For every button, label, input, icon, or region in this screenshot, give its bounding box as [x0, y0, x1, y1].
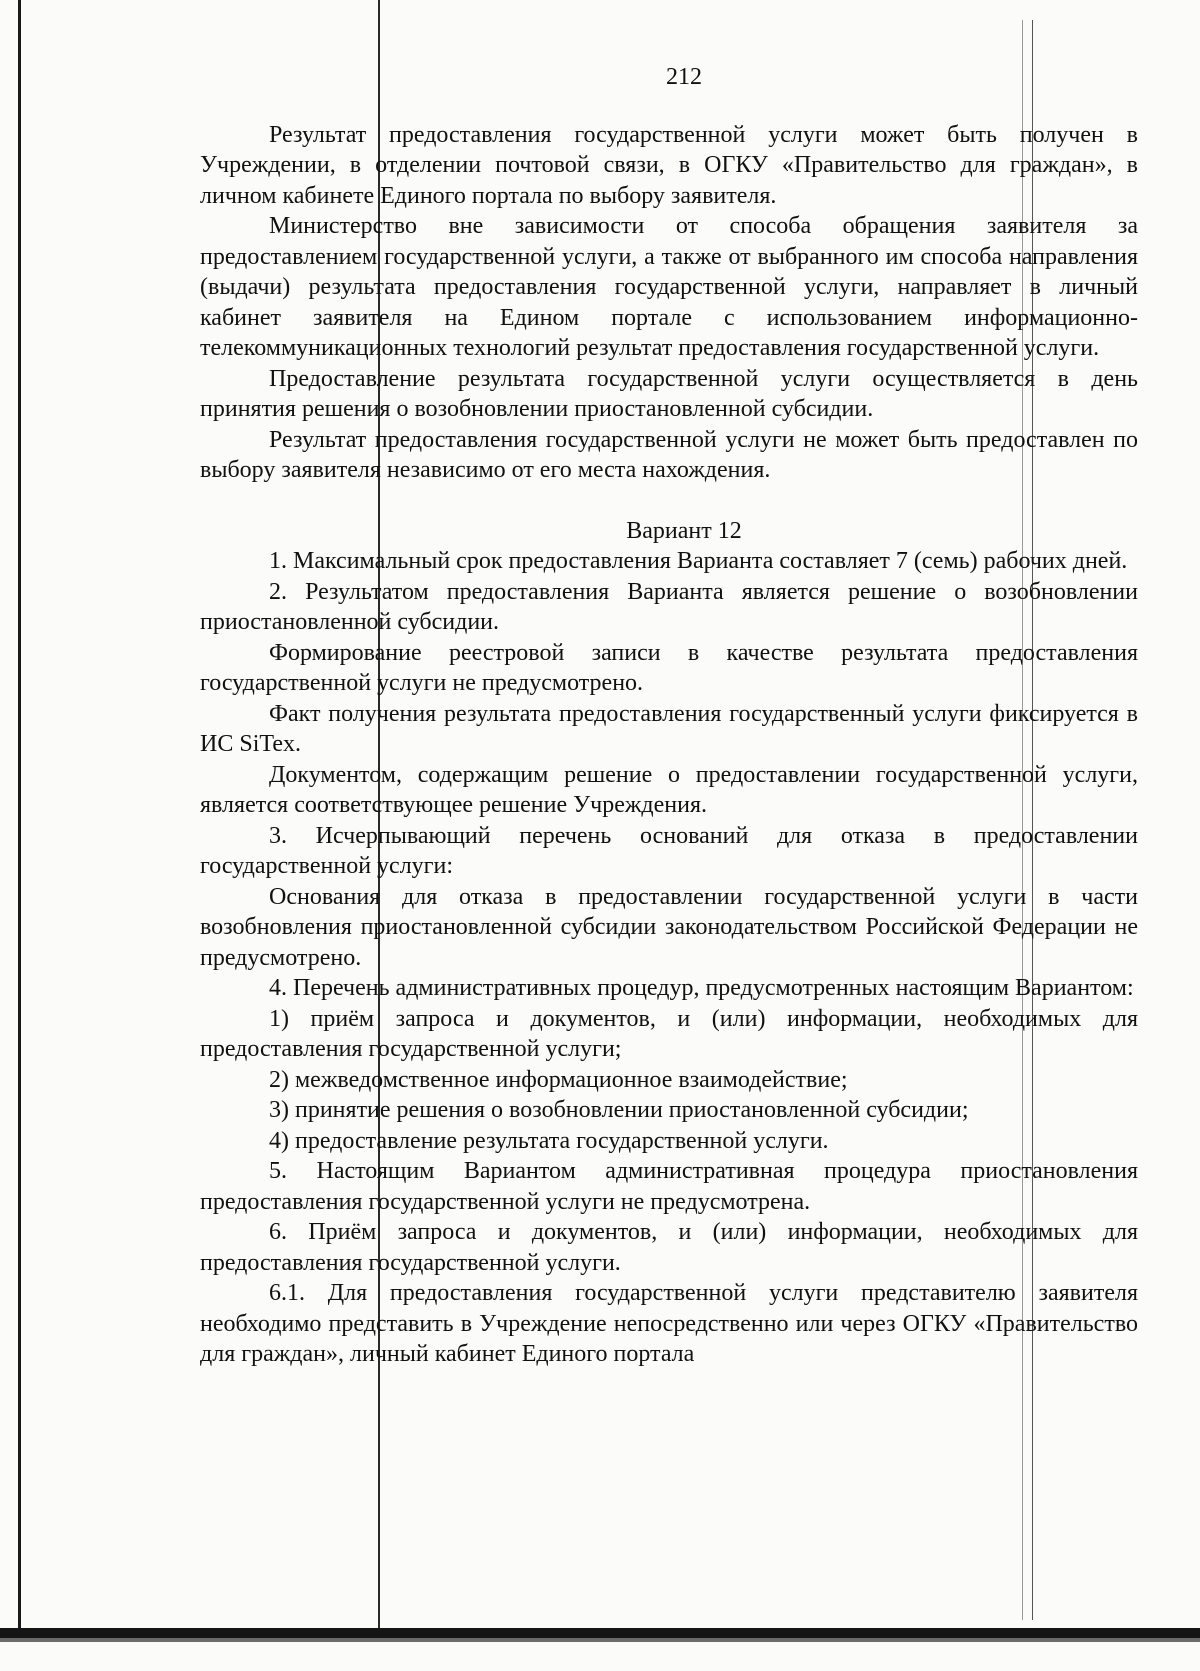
list-item: 4) предоставление результата государственной услуги. [269, 1127, 829, 1154]
paragraph: 5. Настоящим Вариантом административная процедура приостановления предоставления государственной услуги не предусмотрена. [200, 1158, 1138, 1215]
paragraph: Министерство вне зависимости от способа обращения заявителя за предоставлением государственной услуги, а также от выбранного им способа направления (выдачи) результата предоставления государственной услуги, направляет в личный кабинет заявителя на Едином портале с использованием информационно-телекоммуникационных технологий результат предоставления государственной услуги. [200, 213, 1138, 361]
paragraph: 3. Исчерпывающий перечень оснований для отказа в предоставлении государственной услуги: [200, 822, 1138, 879]
scan-bottom-edge-shadow [0, 1638, 1200, 1642]
list-item: 1) приём запроса и документов, и (или) информации, необходимых для предоставления государственной услуги; [200, 1005, 1138, 1062]
scan-bottom-edge [0, 1628, 1200, 1638]
paragraph: Результат предоставления государственной услуги не может быть предоставлен по выбору заявителя независимо от его места нахождения. [200, 426, 1138, 483]
paragraph: 2. Результатом предоставления Варианта является решение о возобновлении приостановленной субсидии. [200, 578, 1138, 635]
document-page [200, 62, 1138, 1370]
paragraph: 6. Приём запроса и документов, и (или) информации, необходимых для предоставления государственной услуги. [200, 1219, 1138, 1276]
paragraph: 4. Перечень административных процедур, предусмотренных настоящим Вариантом: [269, 975, 1134, 1001]
paragraph: 1. Максимальный срок предоставления Варианта составляет 7 (семь) рабочих дней. [269, 548, 1128, 574]
paragraph: Основания для отказа в предоставлении государственной услуги в части возобновления приостановленной субсидии законодательством Российской Федерации не предусмотрено. [200, 883, 1138, 971]
list-item: 3) принятие решения о возобновлении приостановленной субсидии; [269, 1097, 969, 1123]
paragraph: Предоставление результата государственной услуги осуществляется в день принятия решения о возобновлении приостановленной субсидии. [200, 365, 1138, 422]
scan-left-edge [18, 0, 21, 1636]
section-heading: Вариант 12 [626, 517, 742, 544]
paragraph: Документом, содержащим решение о предоставлении государственной услуги, является соответствующее решение Учреждения. [200, 761, 1138, 818]
page-number: 212 [666, 64, 702, 90]
paragraph: 6.1. Для предоставления государственной услуги представителю заявителя необходимо представить в Учреждение непосредственно или через ОГКУ «Правительство для граждан», личный кабинет Единого портала [200, 1280, 1138, 1367]
paragraph: Факт получения результата предоставления государственный услуги фиксируется в ИС SiTex. [200, 700, 1138, 757]
paragraph: Формирование реестровой записи в качестве результата предоставления государственной услуги не предусмотрено. [200, 639, 1138, 696]
list-item: 2) межведомственное информационное взаимодействие; [269, 1066, 848, 1093]
paragraph: Результат предоставления государственной услуги может быть получен в Учреждении, в отделении почтовой связи, в ОГКУ «Правительство для граждан», в личном кабинете Единого портала по выбору заявителя. [200, 121, 1138, 209]
